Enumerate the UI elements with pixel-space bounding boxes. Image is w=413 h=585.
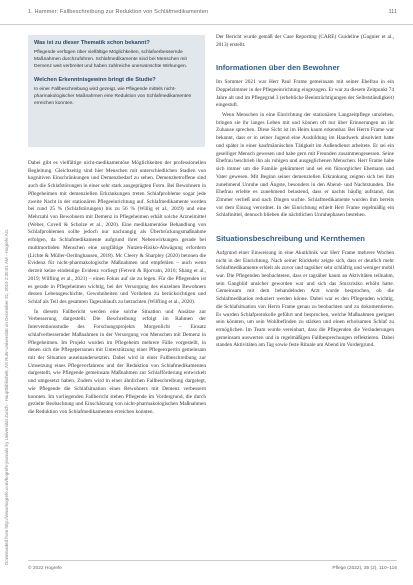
page-number: 111 (388, 9, 397, 15)
download-watermark: Downloaded from http://www.hogrefe.com/hogrefe-journals by Universitat Zurich - Hauptbibliothek, AS Ruhr-Universität on December 31, 2019 2:35:01 AM - Hogrefe AG. (4, 228, 9, 565)
footer-divider (28, 560, 397, 561)
footer-citation: Pflege (2022), 35 (2), 110–116 (332, 566, 397, 571)
footer-copyright: © 2022 Hogrefe (28, 566, 62, 571)
running-header (0, 0, 413, 25)
summary-answer-new: In einer Fallbeschreibung wird gezeigt, wie Pflegende mittels nicht-pharmakologischer Maßnahmen eine Reduktion von Schlafmedikamenten erreichen konnten. (34, 86, 192, 107)
left-column (28, 160, 206, 419)
section-heading-situation: Situationsbeschreibung und Kernthemen (216, 234, 365, 244)
paragraph: Aufgrund einer Einweisung in eine Akutklinik war Herr Frame mehrere Wochen nicht in der Einrichtung. Nach seiner Rückkehr zeigte sich, dass er deutlich mehr Schlafmedikamente erhielt als zuvor und tagsüber sehr schläfrig und weniger mobil war. Die Pflegenden beobachteten, dass er tagsüber kaum an Aktivitäten teilnahm, sein Gangbild unsicher geworden war und sich das Sturzrisiko erhöht hatte. Gemeinsam mit dem behandelnden Arzt wurde besprochen, ob die Schlafmedikation reduziert werden könne. Dabei war es den Pflegenden wichtig, die Schlafsituation von Herrn Frame genau zu beobachten und zu dokumentieren. Es wurden Schlafprotokolle geführt und besprochen, welche Maßnahmen geeignet sein könnten, um sein Wohlbefinden zu stärken und einen erholsamen Schlaf zu ermöglichen. Im Team wurde vereinbart, dass die Pflegenden die Veränderungen gemeinsam auswerten und in regelmäßigen Fallbesprechungen reflektieren. Dabei standen Aktivitäten am Tag sowie feste Rituale am Abend im Vordergrund. (216, 249, 394, 349)
paragraph: In diesem Fallbericht werden eine solche Situation und Ansätze zur Verbesserung dargestellt. Die Beschreibung erfolgt im Rahmen der Interventionsstudie des Forschungsprojekts Morgenlicht – Einsatz schlafverbessernder Maßnahmen in der Versorgung von Menschen mit Demenz in Pflegeheimen. Im Projekt wurden im Pflegeheim mehrere Fälle vorgestellt, in denen sich die Pflegepersonen mit Unterstützung einer Pflegeexpertin gemeinsam mit der Situation auseinandersetzten. Dabei wird in einer Fallbeschreibung zur Umsetzung eines Pflegeverfahrens und der Reduktion von Schlafmedikamenten dargestellt, wie Pflegende gemeinsam Maßnahmen zur Schlafförderung entwickelt und umgesetzt haben. Zudem wird in einer ähnlichen Fallbeschreibung dargelegt, wie Pflegende die Schlafsituation eines Bewohners mit Demenz verbessern konnten. Im vorliegenden Fallbericht stehen Pflegende im Vordergrund, die durch gezielte Beobachtung und Einschätzung von nicht-pharmakologischen Maßnahmen die Reduktion von Schlafmedikamenten erreichen konnten. (28, 308, 206, 415)
right-column (216, 34, 394, 352)
paragraph: Der Bericht wurde gemäß der Case Reporting (CARE) Guideline (Gagnier et al., 2013) erstellt. (216, 34, 394, 48)
section-heading-resident-info: Informationen über den Bewohner (216, 63, 340, 73)
running-header-title: 1. Hammer: Fallbeschreibung zur Reduktion von Schläfmedikamenten (28, 9, 209, 15)
summary-question-known: Was ist zu dieser Thematik schon bekannt? (34, 40, 150, 46)
paragraph: Im Sommer 2021 war Herr Paul Frame gemeinsam mit seiner Ehefrau in ein Doppelzimmer in der Pflegeeinrichtung eingezogen. Er war zu diesem Zeitpunkt 74 Jahre alt und im Pflegegrad 3 (erhebliche Beeinträchtigungen der Selbstständigkeit) eingestuft. (216, 79, 394, 109)
paragraph: Dabei gibt es vielfältige nicht-medikamentöse Möglichkeiten der professionellen Begleitung. Gleichzeitig sind hier Menschen mit unterschiedlichen Stadien von kognitiven Einschränkungen und Demenzbedarf zu sehen. Demenzbetroffene sind auch die Schlafstörungen in einer sehr stark ausgeprägten Form. Bei Bewohnern in Pflegeheimen mit demenziellen Erkrankungen treten Schlafprobleme sogar jede zweite Nacht in der stationären Pflegeeinrichtung auf. Schlafmedikamente werden bei rund 25 % (Schlafstörungen) bis zu 56 % (Willig et al., 2019) und eine Mehrzahl von Bewohnern mit Demenz in Pflegeheimen erhält solche Arzneimittel (Weber, Covell & Scholze et al., 2020). Eine medikamentöse Behandlung von Schlafproblemen sollte jedoch nur nachrangig als Überbrückungsmaßnahme erfolgen, da Schlafmedikamente aufgrund ihrer Nebenwirkungen gerade bei multimorbiden Menschen eine sorgfältige Nutzen-Risiko-Abwägung erfordern (Lichte & Müller-Oerlinghausen, 2018). Mc Cleery & Sharpley (2020) betonen die Evidenz für nicht-pharmakologische Maßnahmen und empfehlen – auch wenn derzeit keine eindeutige Evidenz vorliegt (Fetveit & Bjorvatn, 2016; Shang et al., 2019; Wilfling et al., 2021) – einen Fokus auf sie zu legen. Für die Pflegenden ist es gerade in Pflegeheimen wichtig, bei der Versorgung des einzelnen Bewohners dessen Lebensgeschichte, Gewohnheiten und Vorlieben zu berücksichtigen und Schlaf als Teil des gesamten Tagesablaufs zu betrachten (Wilfling et al., 2020). (28, 160, 206, 305)
summary-answer-known: Pflegende verfügen über vielfältige Möglichkeiten, schlafverbessernde Maßnahmen durchzuführen. Schlafmedikamente sind bei Menschen mit Demenz weit verbreitet und haben zahlreiche unerwünschte Wirkungen. (34, 50, 188, 70)
summary-question-new: Welchen Erkenntnisgewinn bringt die Studie? (34, 76, 156, 83)
paragraph: Wenn Menschen in eine Einrichtung der stationären Langzeitpflege umziehen, bringen sie ihr langes Leben mit und können oft nur über Erinnerungen an ihr Zuhause sprechen. Diese Sicht ist im Heim kaum erkennbar. Bei Herrn Frame war bekannt, dass er in seiner Jugend eine Ausbildung im Handwerk absolviert hatte und später in einer kaufmännischen Tätigkeit im Außendienst arbeitete. Er sei ein geselliger Mensch gewesen und habe gern mit Freunden zusammengesessen. Seine Ehefrau beschrieb ihn als ruhigen und ausgeglichenen Menschen. Herr Frame habe sich immer um die Familie gekümmert und sei ein fürsorglicher Ehemann und Vater gewesen. Mit Beginn seiner demenziellen Erkrankung zeigten sich bei ihm zunehmend Unruhe und Ängste, besonders in den Abend- und Nachtstunden. Die Ehefrau erlebte es zunehmend belastend, dass er nachts häufig aufstand, das Zimmer verließ und nach Dingen suchte. Schlafmedikamente wurden ihm bereits vor dem Einzug verordnet. In der Einrichtung erhielt Herr Frame regelmäßig ein Schlafmittel, dennoch blieben die nächtlichen Unruhephasen bestehen. (216, 112, 394, 219)
summary-box (28, 35, 205, 147)
